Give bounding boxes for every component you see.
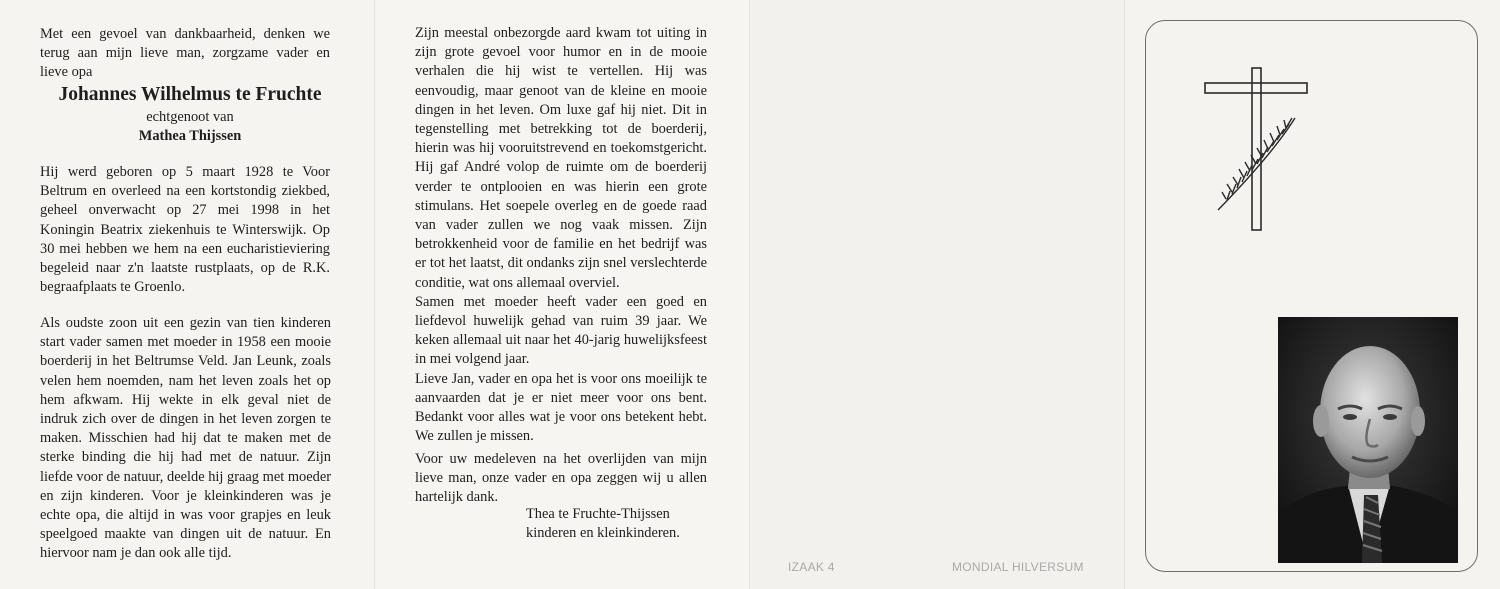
panel-front-cover [1125,0,1500,589]
spouse-name: Mathea Thijssen [138,128,242,144]
signature-line-2: kinderen en kleinkinderen. [526,525,680,542]
signature [526,505,726,543]
signature-line-1: Thea te Fruchte-Thijssen [526,506,670,522]
deceased-name: Johannes Wilhelmus te Fruchte [58,84,322,105]
thanks-paragraph: Voor uw medeleven na het overlijden van mijn lieve man, onze vader en opa zeggen wij u allen hartelijk dank. [415,451,707,506]
fold-line-1 [374,0,376,589]
biography-paragraph-1: Hij werd geboren op 5 maart 1928 te Voor Beltrum en overleed na een kortstondig ziekbed, geheel onverwacht op 27 mei 1998 in het Koningin Beatrix ziekenhuis te Winterswijk. Op 30 mei hebben we hem na een eucharistieviering begeleid naar z'n laatste rustplaats, op de R.K. begraafplaats te Groenlo. [40,164,330,296]
marriage-paragraph: Samen met moeder heeft vader een goed en liefdevol huwelijk gehad van ruim 39 jaar. We keken allemaal uit naar het 40-jarig huwelijksfeest in mei volgend jaar. [415,293,707,368]
portrait-photo [1278,317,1458,563]
character-paragraph [415,24,707,446]
imprint-code: IZAAK 4 [788,560,835,574]
intro-text: Met een gevoel van dankbaarheid, denken we terug aan mijn lieve man, zorgzame vader en lieve opa [40,26,330,81]
farewell-paragraph: Lieve Jan, vader en opa het is voor ons moeilijk te aanvaarden dat je er niet meer voor ons bent. Bedankt voor alles wat je voor ons betekent hebt. We zullen je missen. [415,370,707,445]
panel-blank-back [750,0,1125,589]
fold-line-2 [749,0,751,589]
biography-paragraph-2: Als oudste zoon uit een gezin van tien kinderen start vader samen met moeder in 1958 een mooie boerderij in het Beltrumse Veld. Jan Leunk, zoals velen hem noemden, nam het leven zoals het op hem afkwam. Hij wekte in elk geval niet de indruk zich over de dingen in het leven zorgen te maken. Misschien had hij dat te maken met de sterke binding die hij had met de natuur. Zijn liefde voor de natuur, deelde hij graag met moeder en zijn kinderen. Voor je kleinkinderen was je echte opa, die altijd in was voor grapjes en leuk speelgoed maakte van dingen uit de natuur. En hiervoor nam je dan ook alle tijd. [40,315,331,562]
character-paragraph-part-1: Zijn meestal onbezorgde aard kwam tot uiting in zijn grote gevoel voor humor en in de mooie verhalen die hij wist te vertellen. Hij was eenvoudig, maar genoot van de kleine en mooie dingen in het leven. Om luxe gaf hij niet. Dit in tegenstelling met betrekking tot de boerderij, hierin was hij vooruitstrevend en toekomstgericht. Hij gaf André volop de ruimte om de boerderij verder te ontplooien en was hierin een grote stimulans. Het soepele overleg en de goede raad van vader zullen we nog vaak missen. Zijn betrokkenheid voor de familie en het bedrijf was er tot het laatst, dit ondanks zijn snel verslechterde conditie, wat ons allemaal overviel. [415,25,707,291]
fold-line-3 [1124,0,1126,589]
spouse-caption: echtgenoot van [146,109,234,125]
cross-with-palm-icon [1200,62,1320,237]
panel-middle-text [375,0,750,589]
panel-left-text [0,0,375,589]
imprint-printer: MONDIAL HILVERSUM [952,560,1084,574]
